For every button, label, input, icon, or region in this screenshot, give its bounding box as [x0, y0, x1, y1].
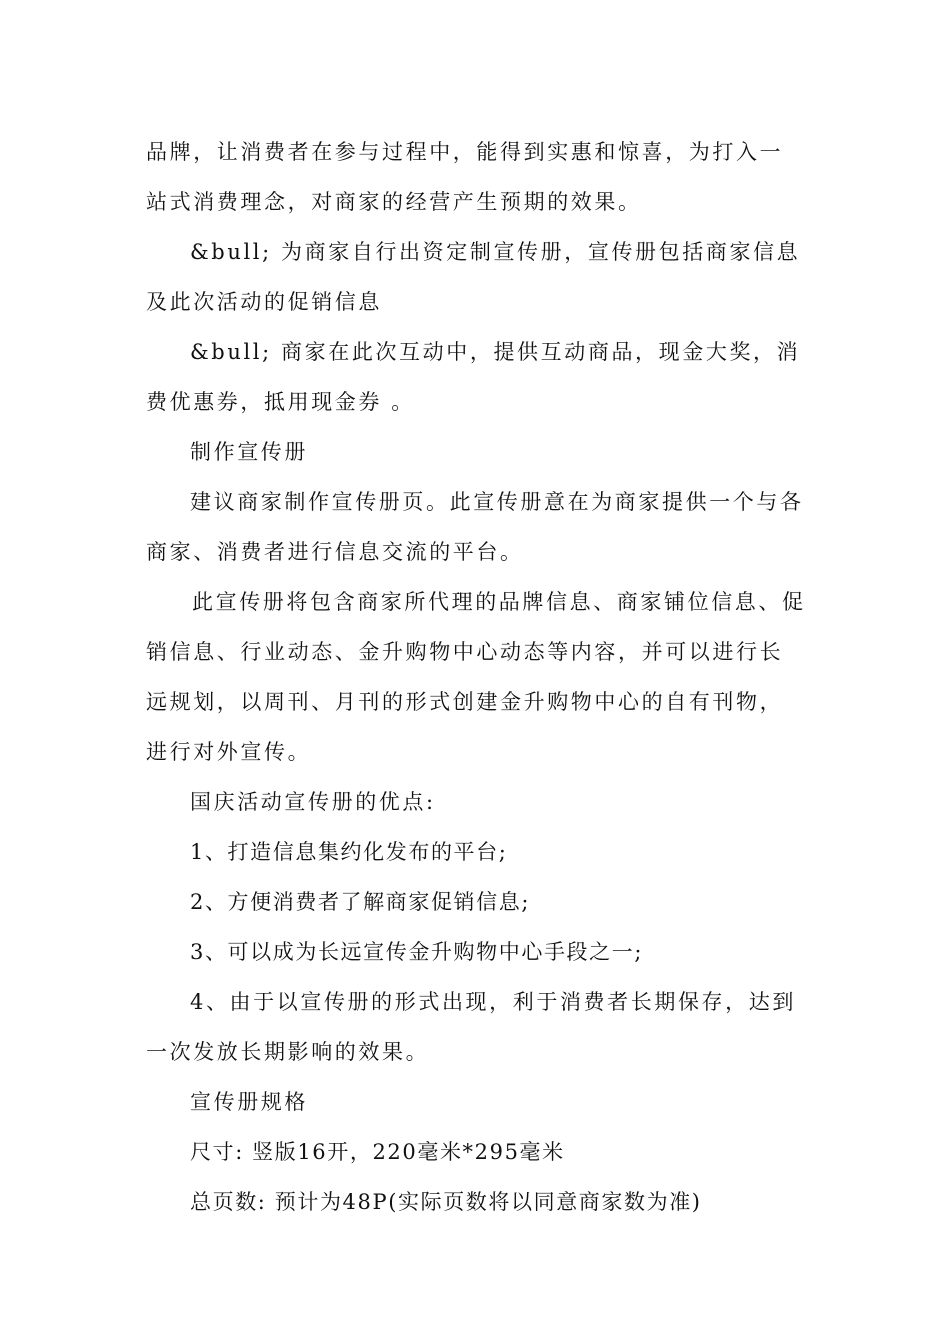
bullet-item-merchant-offers: &bull; 商家在此次互动中，提供互动商品，现金大奖，消费优惠券，抵用现金券 。	[146, 340, 801, 414]
paragraph-intro-continuation: 品牌，让消费者在参与过程中，能得到实惠和惊喜，为打入一站式消费理念，对商家的经营产生预期的效果。	[146, 140, 784, 214]
spec-size: 尺寸: 竖版16开，220毫米*295毫米	[190, 1140, 565, 1164]
paragraph-brochure-suggestion: 建议商家制作宣传册页。此宣传册意在为商家提供一个与各商家、消费者进行信息交流的平台。	[146, 490, 804, 564]
spec-page-count: 总页数: 预计为48P(实际页数将以同意商家数为准)	[190, 1190, 702, 1214]
section-heading-make-brochure: 制作宣传册	[190, 440, 308, 464]
bullet-item-brochure-funding: &bull; 为商家自行出资定制宣传册，宣传册包括商家信息及此次活动的促销信息	[146, 240, 801, 314]
section-heading-specs: 宣传册规格	[190, 1090, 308, 1114]
document-body	[146, 127, 806, 1227]
list-item-advantage-4: 4、由于以宣传册的形式出现，利于消费者长期保存，达到一次发放长期影响的效果。	[146, 990, 796, 1064]
list-item-advantage-3: 3、可以成为长远宣传金升购物中心手段之一;	[190, 940, 644, 964]
section-heading-advantages: 国庆活动宣传册的优点:	[190, 790, 436, 814]
list-item-advantage-2: 2、方便消费者了解商家促销信息;	[190, 890, 531, 914]
list-item-advantage-1: 1、打造信息集约化发布的平台;	[190, 840, 508, 864]
paragraph-brochure-contents: 此宣传册将包含商家所代理的品牌信息、商家铺位信息、促销信息、行业动态、金升购物中心动态等内容，并可以进行长远规划，以周刊、月刊的形式创建金升购物中心的自有刊物，进行对外宣传。	[146, 590, 806, 764]
